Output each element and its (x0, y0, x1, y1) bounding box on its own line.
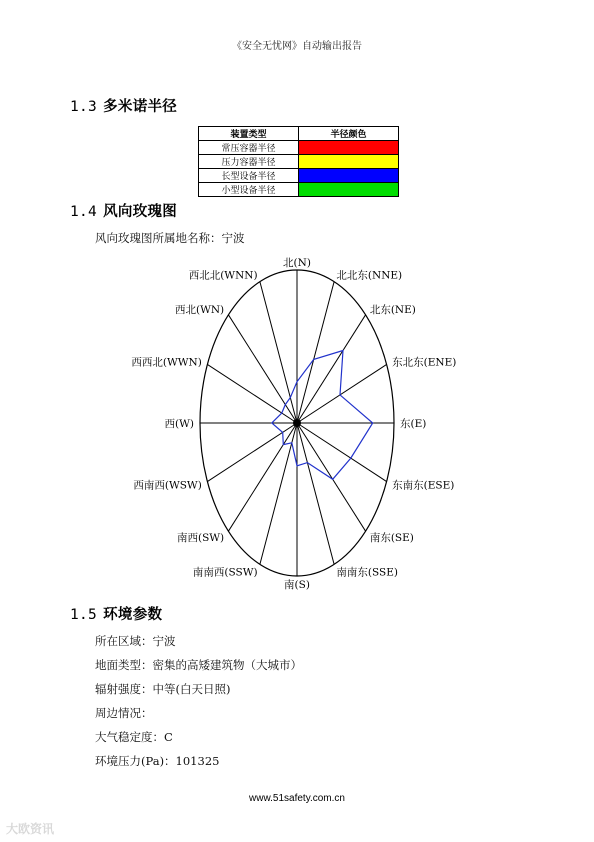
section-title-text: 环境参数 (103, 607, 163, 623)
direction-label: 东北东(ENE) (392, 356, 457, 369)
direction-label: 西西北(WWN) (131, 356, 202, 369)
wind-rose-location-label: 风向玫瑰图所属地名称：宁波 (95, 231, 245, 245)
direction-label: 南西(SW) (176, 531, 225, 544)
device-type-cell: 小型设备半径 (199, 183, 299, 197)
direction-label: 南东(SE) (369, 531, 414, 544)
direction-label: 南(S) (284, 579, 310, 590)
direction-label: 北东(NE) (369, 304, 416, 317)
env-item-ground-type: 地面类型：密集的高矮建筑物（大城市） (95, 658, 302, 672)
column-header-radius-color: 半径颜色 (299, 127, 399, 141)
section-number: 1.4 (70, 204, 98, 220)
env-item-radiation: 辐射强度：中等(白天日照) (95, 682, 231, 696)
table-row (199, 183, 399, 197)
direction-label: 西北(WN) (174, 304, 225, 317)
env-item-pressure: 环境压力(Pa)：101325 (95, 754, 220, 768)
radius-color-table (198, 126, 399, 197)
env-item-surroundings: 周边情况： (95, 706, 153, 720)
direction-spoke (297, 423, 366, 531)
env-item-region: 所在区域：宁波 (95, 634, 176, 648)
direction-label: 西南西(WSW) (133, 479, 202, 492)
direction-label: 东(E) (400, 418, 427, 430)
direction-label: 西北北(WNN) (188, 269, 258, 282)
wind-rose-center (293, 419, 301, 427)
device-type-cell: 长型设备半径 (199, 169, 299, 183)
env-item-stability: 大气稳定度：C (95, 730, 173, 744)
section-title-environment (70, 603, 162, 624)
footer-url[interactable]: www.51safety.com.cn (249, 793, 345, 804)
table-row (199, 155, 399, 169)
section-title-domino-radius (70, 95, 177, 116)
direction-label: 南南东(SSE) (336, 566, 398, 579)
direction-label: 东南东(ESE) (392, 479, 455, 492)
table-header-row (199, 127, 399, 141)
page-header: 《安全无忧网》自动输出报告 (232, 41, 362, 52)
section-title-wind-rose (70, 200, 177, 221)
radius-color-swatch (299, 155, 399, 169)
direction-label: 北(N) (283, 257, 311, 269)
radius-color-swatch (299, 169, 399, 183)
table-row (199, 169, 399, 183)
direction-label: 西(W) (164, 418, 194, 430)
direction-spoke (228, 423, 297, 531)
direction-label: 南南西(SSW) (192, 566, 258, 579)
watermark-logo: 大欧资讯 (6, 822, 55, 836)
section-title-text: 风向玫瑰图 (103, 204, 178, 220)
table-row (199, 141, 399, 155)
section-number: 1.3 (70, 99, 98, 115)
direction-spoke (228, 315, 297, 423)
section-number: 1.5 (70, 607, 98, 623)
direction-label: 北北东(NNE) (336, 269, 403, 282)
radius-color-swatch (299, 141, 399, 155)
radius-color-swatch (299, 183, 399, 197)
section-title-text: 多米诺半径 (103, 99, 178, 115)
wind-rose-chart (0, 250, 594, 590)
column-header-device-type: 装置类型 (199, 127, 299, 141)
device-type-cell: 压力容器半径 (199, 155, 299, 169)
device-type-cell: 常压容器半径 (199, 141, 299, 155)
